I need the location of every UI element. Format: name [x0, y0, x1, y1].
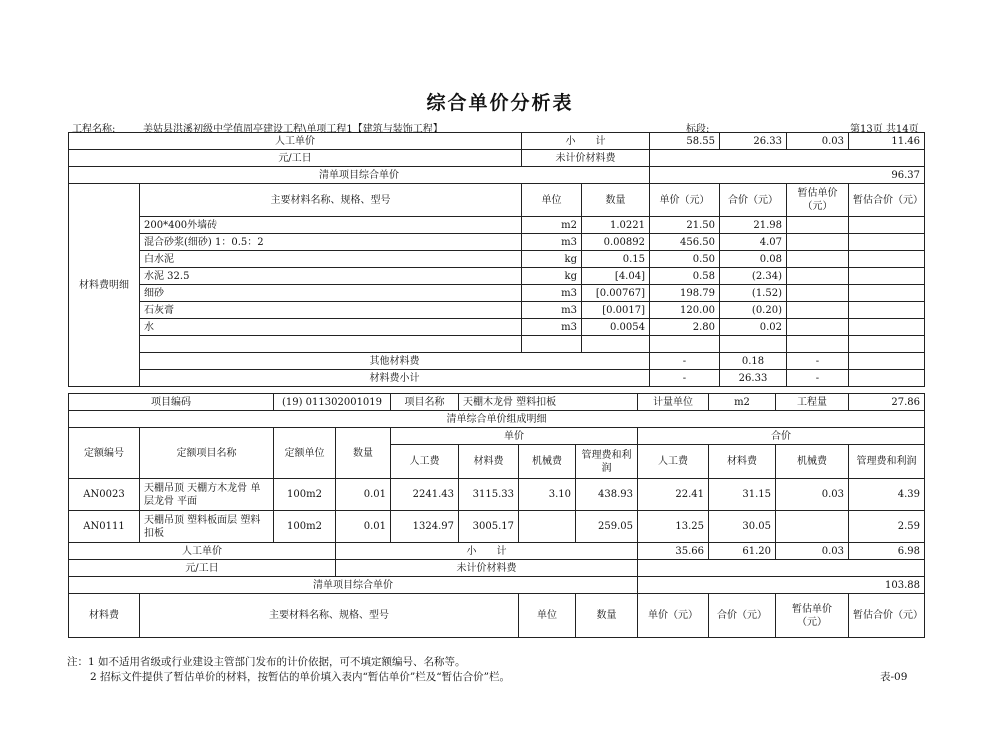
material-est-total: [849, 234, 925, 251]
price-header: 单价（元）: [650, 184, 720, 217]
quota-unit-material: 3005.17: [459, 511, 519, 543]
unit-header: 单位: [519, 594, 576, 638]
quota-qty: 0.01: [336, 511, 391, 543]
material-side-label: 材料费: [69, 594, 140, 638]
combined-labor-header: 人工费: [638, 445, 709, 479]
unpriced-material-label: 未计价材料费: [522, 150, 650, 167]
material-detail-side-label: 材料费明细: [69, 184, 140, 387]
quantity-value: 27.86: [849, 394, 925, 411]
subtotal-labor: 35.66: [638, 543, 709, 560]
subtotal-material: 61.20: [709, 543, 776, 560]
material-price: 198.79: [650, 285, 720, 302]
qty-header: 数量: [582, 184, 650, 217]
material-name: 白水泥: [140, 251, 522, 268]
quota-unit-machine: 3.10: [519, 479, 576, 511]
labor-unit-price-label: 人工单价: [69, 133, 522, 150]
material-name: 细砂: [140, 285, 522, 302]
unpriced-material-value: [650, 150, 925, 167]
est-total-header: 暂估合价（元）: [849, 184, 925, 217]
quota-code: AN0023: [69, 479, 140, 511]
quota-qty: 0.01: [336, 479, 391, 511]
composite-row: [69, 577, 925, 594]
other-material-est-price: -: [787, 353, 849, 370]
breakdown-title: 清单综合单价组成明细: [69, 411, 925, 428]
labor-subtotal-row: [69, 543, 925, 560]
subtotal-machine: 0.03: [787, 133, 849, 150]
material-qty: 0.00892: [582, 234, 650, 251]
combined-mgmt-header: 管理费和利润: [849, 445, 925, 479]
material-total: 0.02: [720, 319, 787, 336]
unpriced-material-value: [638, 560, 925, 577]
subtotal-labor: 58.55: [650, 133, 720, 150]
material-unit: m3: [522, 319, 582, 336]
unit-labor-header: 人工费: [391, 445, 459, 479]
material-est-price: [787, 251, 849, 268]
material-row: [69, 251, 925, 268]
material-name: 水泥 32.5: [140, 268, 522, 285]
material-qty: [0.0017]: [582, 302, 650, 319]
material-name: 混合砂浆(细砂) 1：0.5：2: [140, 234, 522, 251]
material-unit: m2: [522, 217, 582, 234]
item-code-label: 项目编码: [69, 394, 274, 411]
combined-machine-header: 机械费: [776, 445, 849, 479]
material-subtotal-est-price: -: [787, 370, 849, 387]
material-est-total: [849, 302, 925, 319]
quota-code-header: 定额编号: [69, 428, 140, 479]
material-est-price: [787, 285, 849, 302]
quota-unit-header: 定额单位: [274, 428, 336, 479]
subtotal-machine: 0.03: [776, 543, 849, 560]
other-material-total: 0.18: [720, 353, 787, 370]
quota-unit-labor: 1324.97: [391, 511, 459, 543]
sheet-code: 表-09: [880, 671, 908, 683]
material-name: 石灰膏: [140, 302, 522, 319]
combined-price-group-header: 合价: [638, 428, 925, 445]
analysis-table-2: [68, 393, 925, 638]
quota-code: AN0111: [69, 511, 140, 543]
yuan-per-day-label: 元/工日: [69, 150, 522, 167]
labor-subtotal-row: [69, 133, 925, 150]
material-qty: [0.00767]: [582, 285, 650, 302]
unit-price-group-header: 单价: [391, 428, 638, 445]
quota-unit-labor: 2241.43: [391, 479, 459, 511]
quota-unit-mgmt: 438.93: [576, 479, 638, 511]
measure-unit-value: m2: [709, 394, 776, 411]
material-qty: 1.0221: [582, 217, 650, 234]
quota-unit-mgmt: 259.05: [576, 511, 638, 543]
quota-row: [69, 511, 925, 543]
quota-combined-material: 31.15: [709, 479, 776, 511]
note-2: 2 招标文件提供了暂估单价的材料，按暂估的单价填入表内“暂估单价”栏及“暂估合价”栏。: [90, 671, 510, 683]
material-price: 2.80: [650, 319, 720, 336]
quantity-label: 工程量: [776, 394, 849, 411]
subtotal-label: 小 计: [522, 133, 650, 150]
combined-material-header: 材料费: [709, 445, 776, 479]
unit-machine-header: 机械费: [519, 445, 576, 479]
blank-row: [69, 336, 925, 353]
material-row: [69, 234, 925, 251]
material-est-total: [849, 268, 925, 285]
material-est-total: [849, 217, 925, 234]
material-total: 0.08: [720, 251, 787, 268]
material-name: 水: [140, 319, 522, 336]
total-header: 合价（元）: [709, 594, 776, 638]
project-info-row: [69, 394, 925, 411]
subtotal-material: 26.33: [720, 133, 787, 150]
page-title: 综合单价分析表: [426, 92, 574, 114]
material-row: [69, 217, 925, 234]
quota-unit: 100m2: [274, 511, 336, 543]
est-price-header: 暂估单价（元）: [776, 594, 849, 638]
item-name-label: 项目名称: [391, 394, 459, 411]
unpriced-material-label: 未计价材料费: [336, 560, 638, 577]
quota-row: [69, 479, 925, 511]
material-est-total: [849, 251, 925, 268]
material-price: 0.58: [650, 268, 720, 285]
material-unit: kg: [522, 251, 582, 268]
material-est-price: [787, 302, 849, 319]
composite-price-label: 清单项目综合单价: [69, 577, 638, 594]
composite-price-value: 103.88: [638, 577, 925, 594]
est-price-header: 暂估单价（元）: [787, 184, 849, 217]
material-subtotal-price: -: [650, 370, 720, 387]
labor-unit-price-label: 人工单价: [69, 543, 336, 560]
quota-name: 天棚吊顶 天棚方木龙骨 单层龙骨 平面: [140, 479, 274, 511]
item-code-value: (19) 011302001019: [274, 394, 391, 411]
material-est-price: [787, 268, 849, 285]
subtotal-mgmt: 6.98: [849, 543, 925, 560]
material-est-total: [849, 319, 925, 336]
total-header: 合价（元）: [720, 184, 787, 217]
quota-unit-material: 3115.33: [459, 479, 519, 511]
quota-name: 天棚吊顶 塑料板面层 塑料扣板: [140, 511, 274, 543]
material-qty: 0.0054: [582, 319, 650, 336]
material-row: [69, 319, 925, 336]
page-info: 第13页 共14页: [850, 124, 919, 135]
material-header-row: [69, 184, 925, 217]
material-unit: m3: [522, 234, 582, 251]
quota-combined-mgmt: 4.39: [849, 479, 925, 511]
composite-price-label: 清单项目综合单价: [69, 167, 650, 184]
quota-combined-machine: 0.03: [776, 479, 849, 511]
material-price: 456.50: [650, 234, 720, 251]
measure-unit-label: 计量单位: [638, 394, 709, 411]
quota-unit-machine: [519, 511, 576, 543]
material-price: 0.50: [650, 251, 720, 268]
material-total: (1.52): [720, 285, 787, 302]
material-qty: [4.04]: [582, 268, 650, 285]
project-name: 美姑县洪溪初级中学值周亭建设工程\单项工程1【建筑与装饰工程】: [143, 124, 443, 135]
material-subtotal-label: 材料费小计: [140, 370, 650, 387]
material-est-price: [787, 234, 849, 251]
material-name: 200*400外墙砖: [140, 217, 522, 234]
quota-combined-labor: 22.41: [638, 479, 709, 511]
material-subtotal-est-total: [849, 370, 925, 387]
material-header-row: [69, 594, 925, 638]
material-total: 21.98: [720, 217, 787, 234]
material-total: (2.34): [720, 268, 787, 285]
material-est-price: [787, 319, 849, 336]
material-unit: kg: [522, 268, 582, 285]
note-1: 注：1 如不适用省级或行业建设主管部门发布的计价依据，可不填定额编号、名称等。: [67, 656, 466, 668]
material-name-header: 主要材料名称、规格、型号: [140, 594, 519, 638]
material-total: 4.07: [720, 234, 787, 251]
material-est-price: [787, 217, 849, 234]
unpriced-row: [69, 150, 925, 167]
other-material-row: [69, 353, 925, 370]
subtotal-mgmt: 11.46: [849, 133, 925, 150]
material-unit: m3: [522, 302, 582, 319]
composite-row: [69, 167, 925, 184]
other-material-est-total: [849, 353, 925, 370]
material-price: 21.50: [650, 217, 720, 234]
quota-combined-machine: [776, 511, 849, 543]
quota-unit: 100m2: [274, 479, 336, 511]
analysis-table-1: [68, 132, 925, 387]
unit-header: 单位: [522, 184, 582, 217]
quota-name-header: 定额项目名称: [140, 428, 274, 479]
est-total-header: 暂估合价（元）: [849, 594, 925, 638]
quota-qty-header: 数量: [336, 428, 391, 479]
composite-price-value: 96.37: [650, 167, 925, 184]
quota-combined-material: 30.05: [709, 511, 776, 543]
yuan-per-day-label: 元/工日: [69, 560, 336, 577]
other-material-label: 其他材料费: [140, 353, 650, 370]
price-header: 单价（元）: [638, 594, 709, 638]
material-est-total: [849, 285, 925, 302]
material-price: 120.00: [650, 302, 720, 319]
project-label: 工程名称:: [72, 124, 116, 135]
quota-combined-labor: 13.25: [638, 511, 709, 543]
material-row: [69, 268, 925, 285]
material-unit: m3: [522, 285, 582, 302]
material-subtotal-total: 26.33: [720, 370, 787, 387]
qty-header: 数量: [576, 594, 638, 638]
quota-combined-mgmt: 2.59: [849, 511, 925, 543]
material-row: [69, 302, 925, 319]
material-row: [69, 285, 925, 302]
material-qty: 0.15: [582, 251, 650, 268]
section-label: 标段:: [686, 124, 710, 135]
unit-mgmt-header: 管理费和利润: [576, 445, 638, 479]
unit-material-header: 材料费: [459, 445, 519, 479]
unpriced-row: [69, 560, 925, 577]
material-subtotal-row: [69, 370, 925, 387]
material-name-header: 主要材料名称、规格、型号: [140, 184, 522, 217]
material-total: (0.20): [720, 302, 787, 319]
quota-header-row-1: [69, 428, 925, 445]
subtotal-label: 小 计: [336, 543, 638, 560]
other-material-price: -: [650, 353, 720, 370]
breakdown-title-row: [69, 411, 925, 428]
item-name-value: 天棚木龙骨 塑料扣板: [459, 394, 638, 411]
